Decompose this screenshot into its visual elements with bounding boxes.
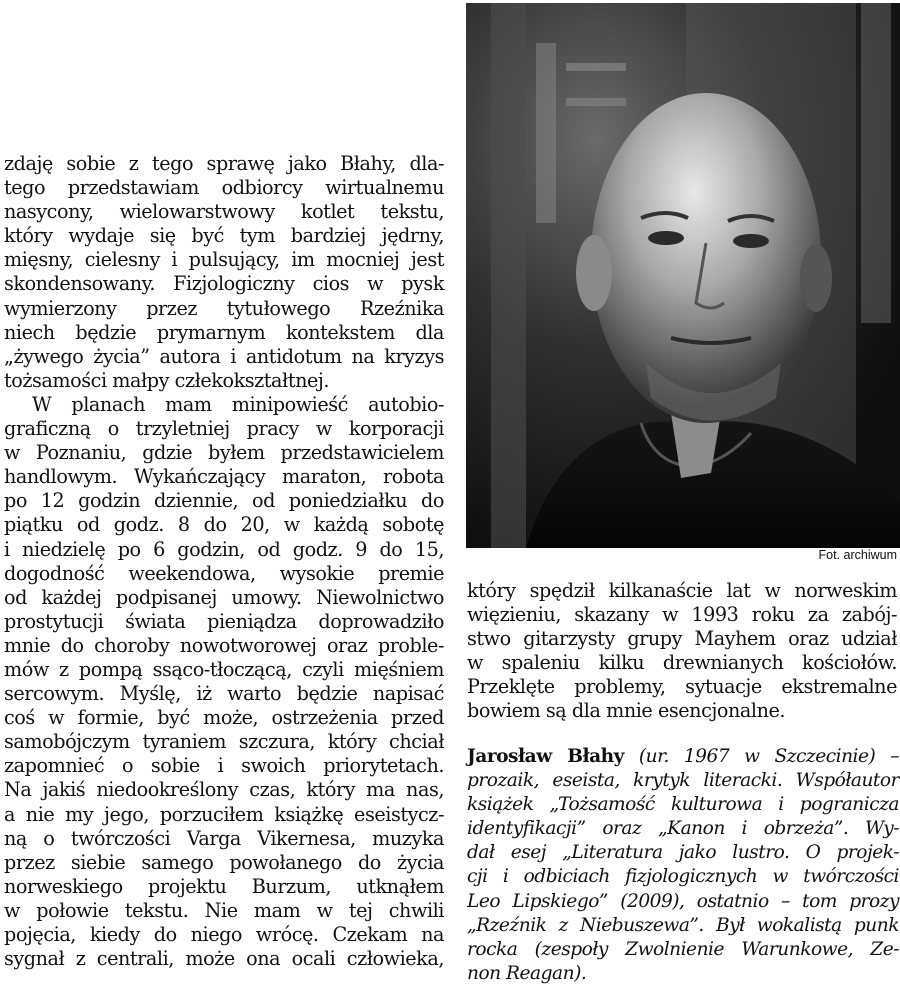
bio-last-line: non Reagan).	[467, 962, 587, 984]
text-line: samobójczym tyraniem szczura, który chciał	[4, 730, 444, 754]
text-line: stwo gitarzysty grupy Mayhem oraz udział	[467, 627, 897, 651]
text-line: nasycony, wielowarstwowy kotlet tekstu,	[4, 200, 444, 224]
text-line: piątku od godz. 8 do 20, w każdą sobotę	[4, 513, 444, 537]
bio-line: identyfikacji” oraz „Kanon i obrzeża”. Wy-	[467, 818, 899, 840]
bio-first-line	[467, 745, 899, 769]
text-line: ną o twórczości Varga Vikernesa, muzyka	[4, 826, 444, 850]
text-line: a nie my jego, porzuciłem książkę eseistycz-	[4, 802, 444, 826]
text-line: handlowym. Wykańczający maraton, robota	[4, 465, 444, 489]
text-line: tego przedstawiam odbiorcy wirtualnemu	[4, 176, 444, 200]
text-line: w połowie tekstu. Nie mam w tej chwili	[4, 898, 444, 922]
text-line: zdaję sobie z tego sprawę jako Błahy, dla-	[4, 152, 444, 175]
text-line: mnie do choroby nowotworowej oraz proble-	[4, 633, 444, 657]
left-text-column	[4, 152, 444, 971]
text-line: W planach mam minipowieść autobio-	[32, 392, 444, 416]
bio-line: prozaik, eseista, krytyk literacki. Współautor	[467, 770, 899, 792]
text-line: sercowym. Myślę, iż warto będzie napisać	[4, 682, 444, 706]
bio-line: dał esej „Literatura jako lustro. O projek-	[467, 842, 899, 864]
text-line: po 12 godzin dziennie, od poniedziałku do	[4, 489, 444, 513]
author-birth-info: (ur. 1967 w Szczecinie) –	[623, 746, 899, 767]
text-line: norweskiego projektu Burzum, utknąłem	[4, 874, 444, 898]
photo-caption: Fot. archiwum	[818, 548, 897, 562]
text-line: od każdej podpisanej umowy. Niewolnictwo	[4, 585, 444, 609]
author-portrait-image	[466, 3, 900, 548]
text-line: w Poznaniu, gdzie byłem przedstawicielem	[4, 441, 444, 465]
text-line: Przeklęte problemy, sytuacje ekstremalne	[467, 675, 897, 699]
text-line: tożsamości małpy człekokształtnej.	[4, 368, 330, 392]
bio-line: książek „Tożsamość kulturowa i pogranicza	[467, 794, 899, 816]
text-line: zapomnieć o sobie i swoich priorytetach.	[4, 754, 444, 778]
author-bio	[467, 745, 899, 986]
text-line: prostytucji świata pieniądza doprowadziło	[4, 609, 444, 633]
text-line: skondensowany. Fizjologiczny cios w pysk	[4, 272, 444, 296]
text-line: wymierzony przez tytułowego Rzeźnika	[4, 296, 444, 320]
author-name: Jarosław Błahy	[467, 746, 624, 767]
text-line: przez siebie samego powołanego do życia	[4, 850, 444, 874]
text-line: dogodność weekendowa, wysokie premie	[4, 561, 444, 585]
text-line: „żywego życia” autora i antidotum na kryzys	[4, 344, 444, 368]
text-line: mów z pompą ssąco-tłoczącą, czyli mięśniem	[4, 657, 444, 681]
text-line: sygnał z centrali, może ona ocali człowieka,	[4, 947, 444, 971]
text-line: graficzną o trzyletniej pracy w korporacji	[4, 417, 444, 441]
text-line: niech będzie prymarnym kontekstem dla	[4, 320, 444, 344]
text-line: w spaleniu kilku drewnianych kościołów.	[467, 651, 897, 675]
text-line: który wydaje się być tym bardziej jędrny,	[4, 224, 444, 248]
text-line: mięsny, cielesny i pulsujący, im mocniej jest	[4, 248, 444, 272]
bio-line: rocka (zespoły Zwolnienie Warunkowe, Ze-	[467, 938, 899, 960]
bio-line: cji i odbiciach fizjologicznych w twórczości	[467, 866, 899, 888]
text-line: bowiem są dla mnie esencjonalne.	[467, 699, 786, 723]
text-line: i niedzielę po 6 godzin, od godz. 9 do 15,	[4, 537, 444, 561]
text-line: coś w formie, być może, ostrzeżenia przed	[4, 706, 444, 730]
text-line: który spędził kilkanaście lat w norweskim	[467, 579, 897, 602]
text-line: więzieniu, skazany w 1993 roku za zabój-	[467, 603, 897, 627]
bio-line: Leo Lipskiego” (2009), ostatnio – tom prozy	[467, 890, 899, 912]
text-line: Na jakiś niedookreślony czas, który ma nas,	[4, 778, 444, 802]
author-photo	[466, 3, 900, 548]
bio-line: „Rzeźnik z Niebuszewa”. Był wokalistą punk	[467, 914, 899, 936]
text-line: pojęcia, kiedy do niego wrócę. Czekam na	[4, 923, 444, 946]
right-text-column	[467, 579, 897, 724]
